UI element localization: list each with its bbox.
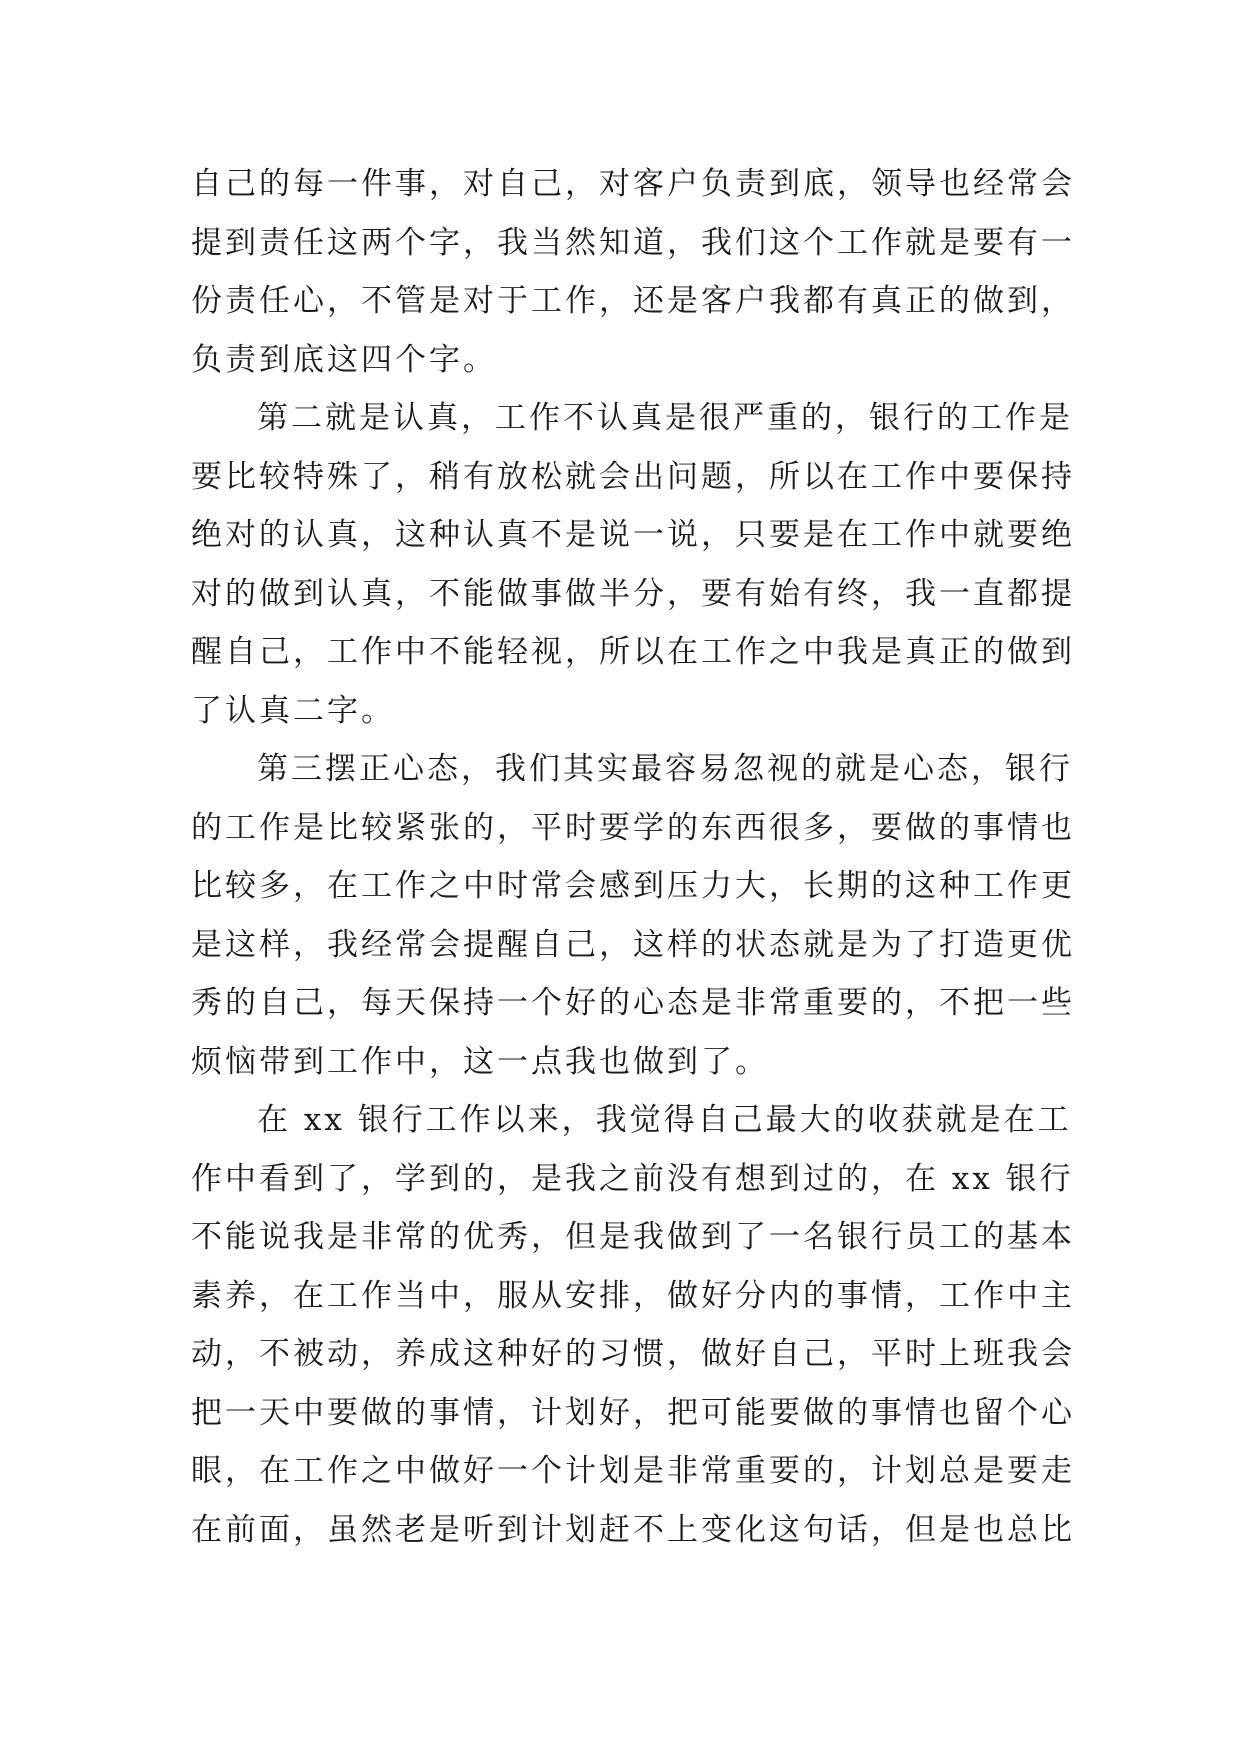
text-line: 自己的每一件事，对自己，对客户负责到底，领导也经常会 bbox=[191, 166, 1075, 202]
paragraph-first-line: 第二就是认真，工作不认真是很严重的，银行的工作是 bbox=[257, 400, 1073, 436]
text-line: 是这样，我经常会提醒自己，这样的状态就是为了打造更优 bbox=[191, 926, 1075, 963]
text-line: 要比较特殊了，稍有放松就会出问题，所以在工作中要保持 bbox=[191, 458, 1075, 495]
text-line: 动，不被动，养成这种好的习惯，做好自己，平时上班我会 bbox=[191, 1336, 1075, 1372]
text-line: 负责到底这四个字。 bbox=[191, 341, 497, 378]
text-line: 了认真二字。 bbox=[191, 692, 395, 729]
text-line: 素养，在工作当中，服从安排，做好分内的事情，工作中主 bbox=[191, 1277, 1075, 1314]
text-line: 对的做到认真，不能做事做半分，要有始有终，我一直都提 bbox=[191, 575, 1075, 612]
text-line: 的工作是比较紧张的，平时要学的东西很多，要做的事情也 bbox=[191, 809, 1075, 846]
paragraph-first-line: 在 xx 银行工作以来，我觉得自己最大的收获就是在工 bbox=[257, 1102, 1072, 1138]
text-line: 比较多，在工作之中时常会感到压力大，长期的这种工作更 bbox=[191, 868, 1075, 904]
text-line: 秀的自己，每天保持一个好的心态是非常重要的，不把一些 bbox=[191, 985, 1075, 1021]
text-line: 绝对的认真，这种认真不是说一说，只要是在工作中就要绝 bbox=[191, 517, 1075, 553]
text-line: 不能说我是非常的优秀，但是我做到了一名银行员工的基本 bbox=[191, 1219, 1075, 1255]
text-line: 眼，在工作之中做好一个计划是非常重要的，计划总是要走 bbox=[191, 1453, 1075, 1489]
text-line: 提到责任这两个字，我当然知道，我们这个工作就是要有一 bbox=[191, 224, 1075, 261]
text-line: 在前面，虽然老是听到计划赶不上变化这句话，但是也总比 bbox=[191, 1511, 1075, 1548]
text-line: 醒自己，工作中不能轻视，所以在工作之中我是真正的做到 bbox=[191, 634, 1075, 670]
text-line: 份责任心，不管是对于工作，还是客户我都有真正的做到， bbox=[191, 283, 1075, 319]
text-line: 作中看到了，学到的，是我之前没有想到过的，在 xx 银行 bbox=[191, 1160, 1074, 1197]
paragraph-first-line: 第三摆正心态，我们其实最容易忽视的就是心态，银行 bbox=[257, 751, 1073, 787]
text-line: 把一天中要做的事情，计划好，把可能要做的事情也留个心 bbox=[191, 1394, 1075, 1431]
document-body bbox=[191, 155, 1075, 1559]
text-line: 烦恼带到工作中，这一点我也做到了。 bbox=[191, 1043, 769, 1080]
